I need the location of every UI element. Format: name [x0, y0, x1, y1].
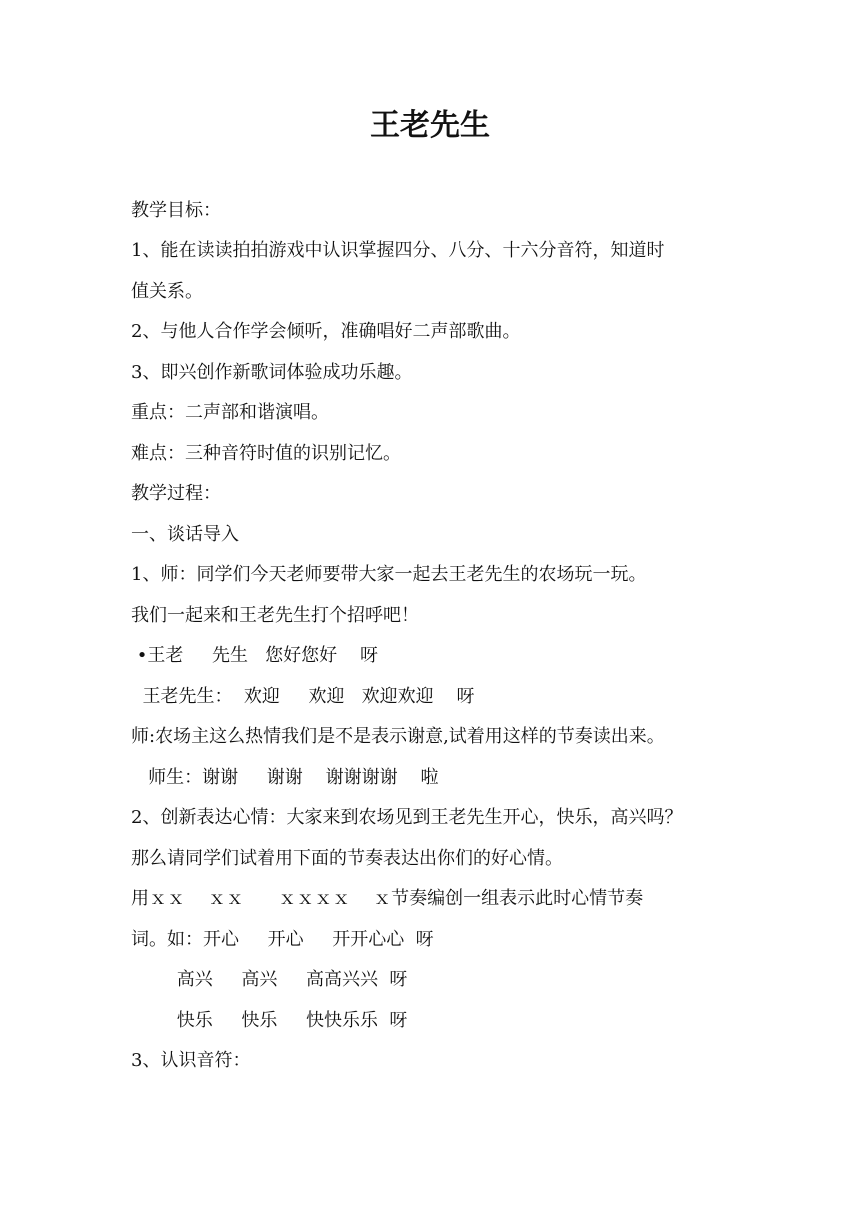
- text-line-example-2: 高兴 高兴 高高兴兴 呀: [131, 969, 408, 990]
- text-line-difficult-point: 难点：三种音符时值的识别记忆。: [131, 443, 401, 464]
- text-line-key-point: 重点：二声部和谐演唱。: [131, 402, 329, 423]
- text-line-goal-1: 1、能在读读拍拍游戏中认识掌握四分、八分、十六分音符，知道时: [131, 240, 665, 261]
- text-line-greeting: 我们一起来和王老先生打个招呼吧！: [131, 605, 419, 626]
- text-line-goal-2: 2、与他人合作学会倾听，准确唱好二声部歌曲。: [131, 321, 521, 342]
- text-line-section-3: 3、认识音符：: [131, 1050, 251, 1071]
- text-line-teacher-thanks: 师:农场主这么热情我们是不是表示谢意,试着用这样的节奏读出来。: [131, 726, 665, 747]
- text-line-section-2: 2、创新表达心情：大家来到农场见到王老先生开心，快乐，高兴吗？: [131, 807, 683, 828]
- text-line-rhythm-2: 王老先生： 欢迎 欢迎 欢迎欢迎 呀: [131, 686, 475, 707]
- text-line-rhythm-1: •王老 先生 您好您好 呀: [131, 645, 378, 666]
- text-line-example-3: 快乐 快乐 快快乐乐 呀: [131, 1010, 408, 1031]
- text-line-example-1: 词。如：开心 开心 开开心心 呀: [131, 929, 434, 950]
- text-line-process-heading: 教学过程：: [131, 483, 221, 504]
- text-line-goal-1-cont: 值关系。: [131, 281, 203, 302]
- text-line-rhythm-3: 师生：谢谢 谢谢 谢谢谢谢 啦: [131, 767, 439, 788]
- text-line-goal-3: 3、即兴创作新歌词体验成功乐趣。: [131, 362, 413, 383]
- text-line-goals-heading: 教学目标：: [131, 200, 221, 221]
- text-line-teacher-intro: 1、师：同学们今天老师要带大家一起去王老先生的农场玩一玩。: [131, 564, 647, 585]
- document-title: 王老先生: [370, 108, 490, 143]
- text-line-rhythm-pattern: 用ｘｘ ｘｘ ｘｘｘｘ ｘ节奏编创一组表示此时心情节奏: [131, 888, 644, 909]
- text-line-section-1: 一、谈话导入: [131, 524, 239, 545]
- text-line-instruction: 那么请同学们试着用下面的节奏表达出你们的好心情。: [131, 848, 563, 869]
